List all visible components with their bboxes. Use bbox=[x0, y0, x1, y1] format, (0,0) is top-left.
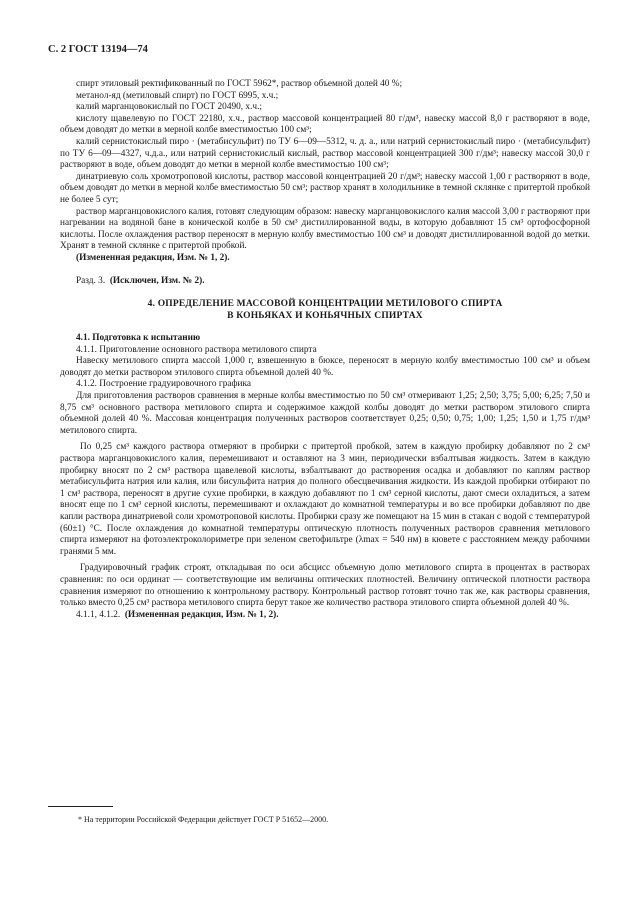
reagent-item: динатриевую соль хромотроповой кислоты, раствор массовой концентрацией 20 г/дм³; навеску массой 1,00 г растворяют в воде, объем доводят до метки в мерной колбе вместимостью 50 см³; раствор хранят в холодильнике в темной склянке с притертой пробкой не более 5 сут; bbox=[60, 171, 590, 205]
amendment-note: (Измененная редакция, Изм. № 1, 2). bbox=[76, 252, 230, 263]
spacer bbox=[60, 287, 590, 298]
reagent-item: раствор марганцовокислого калия, готовят следующим образом: навеску марганцовокислого калия массой 3,00 г растворяют при нагревании на водяной бане в конической колбе в 50 см³ дистиллированной воды, в которую добавляют 15 см³ ортофосфорной кислоты. После охлаждения раствор переносят в мерную колбу вместимостью 100 см³ и доводят дистиллированной водой до метки. Хранят в темной склянке с притертой пробкой. bbox=[60, 206, 590, 252]
subsection-4-1-2-heading: 4.1.2. Построение градуировочного графика bbox=[76, 379, 251, 390]
section-4-title-line2: В КОНЬЯКАХ И КОНЬЯЧНЫХ СПИРТАХ bbox=[227, 311, 423, 322]
reagent-item: спирт этиловый ректификованный по ГОСТ 5962*, раствор объемной долей 40 %; bbox=[76, 79, 403, 89]
spacer bbox=[60, 265, 590, 276]
page-header: С. 2 ГОСТ 13194—74 bbox=[48, 44, 148, 55]
amendment-note-2 bbox=[60, 610, 590, 622]
reagent-item: калий марганцовокислый по ГОСТ 20490, х.ч.; bbox=[76, 102, 262, 113]
reagent-item: метанол-яд (метиловый спирт) по ГОСТ 6995, х.ч.; bbox=[76, 90, 279, 101]
section-4-title-line1: 4. ОПРЕДЕЛЕНИЕ МАССОВОЙ КОНЦЕНТРАЦИИ МЕТИЛОВОГО СПИРТА bbox=[147, 299, 503, 310]
subsection-4-1-heading: 4.1. Подготовка к испытанию bbox=[76, 333, 201, 344]
subsection-4-1-1-heading: 4.1.1. Приготовление основного раствора метилового спирта bbox=[76, 344, 317, 355]
amendment-2-text: (Измененная редакция, Изм. № 1, 2). bbox=[124, 609, 279, 620]
document-body bbox=[60, 79, 590, 621]
section-3-status: (Исключен, Изм. № 2). bbox=[109, 275, 205, 286]
subsection-4-1-2-para-3: Градуировочный график строят, откладывая по оси абсцисс объемную долю метилового спирта в процентах в растворах сравнения: по оси ординат — соответствующие им величины оптических плотностей. Величину оптической плотности раствора сравнения измеряют по отношению к контрольному раствору. Контрольный раствор готовят точно так же, как растворы сравнения, только вместо 0,25 см³ раствора метилового спирта берут такое же количество раствора этилового спирта объемной долей 40 %. bbox=[60, 563, 590, 609]
footnote: * На территории Российской Федерации действует ГОСТ Р 51652—2000. bbox=[78, 815, 329, 824]
section-3-prefix: Разд. 3. bbox=[76, 275, 106, 286]
subsection-4-1-2-para-1: Для приготовления растворов сравнения в мерные колбы вместимостью по 50 см³ отмеривают 1,25; 2,50; 3,75; 5,00; 6,25; 7,50 и 8,75 см³ основного раствора метилового спирта и содержимое каждой колбы доводят до метки раствором этилового спирта объемной долей 40 %. Массовая концентрация полученных растворов соответствует 0,25; 0,50; 0,75; 1,00; 1,25; 1,50 и 1,75 г/дм³ метилового спирта. bbox=[60, 391, 590, 436]
reagent-item: калий сернистокислый пиро · (метабисульфит) по ТУ 6—09—5312, ч. д. а., или натрий сернистокислый пиро · (метабисульфит) по ТУ 6—09—4327, ч.д.а., или натрий сернистокислый кислый, раствор массовой концентрацией 300 г/дм³; навеску массой 30,0 г растворяют в воде, объем доводят до метки в мерной колбе вместимостью 100 см³; bbox=[60, 136, 590, 171]
amendment-2-prefix: 4.1.1, 4.1.2. bbox=[76, 609, 121, 620]
subsection-4-1-2-para-2: По 0,25 см³ каждого раствора отмеряют в пробирки с притертой пробкой, затем в каждую пробирку добавляют по 2 см³ раствора марганцовокислого калия, перемешивают и оставляют на 3 мин, периодически взбалтывая жидкость. Затем в каждую пробирку вносят по 2 см³ раствора щавелевой кислоты, взбалтывают до растворения осадка и добавляют по каплям раствор метабисульфита натрия или калия, или бисульфита натрия до полного обесцвечивания жидкости. Из каждой пробирки отбирают по 1 см³ раствора, переносят в другие сухие пробирки, в каждую добавляют по 1 см³ серной кислоты, дают смеси охладиться, а затем вносят еще по 1 см³ серной кислоты, перемешивают и охлаждают до комнатной температуры и во все пробирки добавляют по две капли раствора динатриевой соли хромотроповой кислоты. Пробирки сразу же помещают на 15 мин в стакан с водой с температурой (60±1) °С. После охлаждения до комнатной температуры оптическую плотность полученных растворов сравнения метилового спирта измеряют на фотоэлектроколориметре при зеленом светофильтре (λmax = 540 нм) в кювете с расстоянием между рабочими гранями 5 мм. bbox=[60, 442, 590, 557]
reagent-item: кислоту щавелевую по ГОСТ 22180, х.ч., раствор массовой концентрацией 80 г/дм³, навеску массой 8,0 г растворяют в воде, объем доводят до метки в мерной колбе вместимостью 100 см³; bbox=[60, 113, 590, 136]
spacer bbox=[60, 322, 590, 333]
subsection-4-1-1-text: Навеску метилового спирта массой 1,000 г, взвешенную в бюксе, переносят в мерную колбу вместимостью 100 см³ и объем доводят до метки раствором этилового спирта объемной долей 40 %. bbox=[60, 356, 590, 378]
footnote-divider bbox=[48, 806, 113, 807]
section-3-note bbox=[60, 276, 590, 288]
